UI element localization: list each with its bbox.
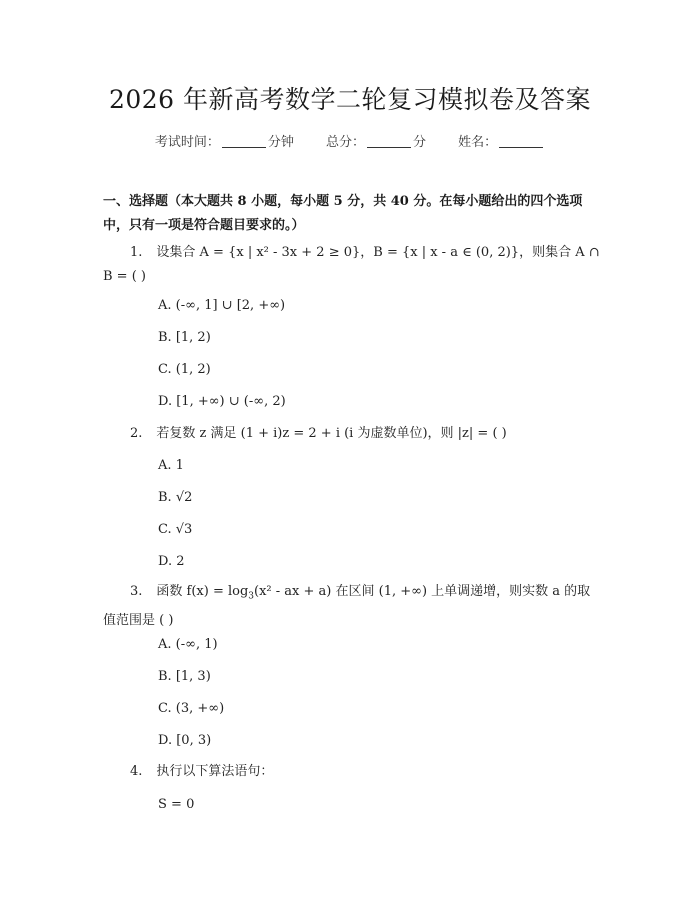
student-name-label: 姓名：	[458, 135, 498, 150]
option-b: B. [1, 3)	[158, 669, 211, 684]
question-2	[103, 422, 600, 446]
option-b: B. [1, 2)	[158, 330, 211, 345]
question-3	[103, 580, 600, 633]
question-number: 1.	[130, 245, 143, 260]
student-name-blank	[499, 135, 543, 148]
total-score-blank	[367, 135, 411, 148]
option-c: C. (3, +∞)	[158, 701, 225, 716]
question-number: 2.	[130, 426, 143, 441]
option-d: D. 2	[158, 554, 185, 569]
question-number: 4.	[130, 764, 143, 779]
exam-time-label: 考试时间：	[154, 135, 220, 150]
option-b: B. √2	[158, 490, 193, 505]
option-a: A. (-∞, 1)	[158, 637, 218, 652]
question-text: 执行以下算法语句：	[156, 764, 274, 779]
question-1	[103, 241, 600, 289]
algorithm-code-line: S = 0	[158, 797, 195, 812]
option-d: D. [1, +∞) ∪ (-∞, 2)	[158, 394, 286, 409]
option-a: A. (-∞, 1] ∪ [2, +∞)	[158, 298, 286, 313]
question-number: 3.	[130, 584, 143, 599]
exam-time-blank	[222, 135, 266, 148]
log-base: 3	[248, 591, 255, 602]
exam-time-unit: 分钟	[267, 135, 294, 150]
option-d: D. [0, 3)	[158, 733, 212, 748]
question-4	[103, 760, 600, 784]
section-heading: 一、选择题（本大题共 8 小题，每小题 5 分，共 40 分。在每小题给出的四个选项中，只有一项是符合题目要求的。）	[103, 194, 583, 233]
total-score-field	[326, 135, 430, 150]
exam-time-field	[155, 135, 298, 150]
question-text-start: 函数 f(x) = log	[156, 584, 249, 599]
question-text: 设集合 A = {x | x² - 3x + 2 ≥ 0}，B = {x | x - a ∈ (0, 2)}，则集合 A ∩ B = ( )	[103, 245, 600, 284]
question-text: 若复数 z 满足 (1 + i)z = 2 + i (i 为虚数单位)，则 |z| = ( )	[156, 426, 507, 441]
question-text-end: (x² - ax + a) 在区间 (1, +∞) 上单调递增，则实数 a 的取值范围是 ( )	[103, 584, 591, 628]
option-c: C. (1, 2)	[158, 362, 211, 377]
exam-info-line	[0, 131, 700, 150]
option-a: A. 1	[158, 458, 184, 473]
total-score-unit: 分	[413, 135, 427, 150]
total-score-label: 总分：	[325, 135, 365, 150]
option-c: C. √3	[158, 522, 193, 537]
page-title: 2026 年新高考数学二轮复习模拟卷及答案	[108, 85, 592, 114]
student-name-field	[458, 135, 545, 150]
